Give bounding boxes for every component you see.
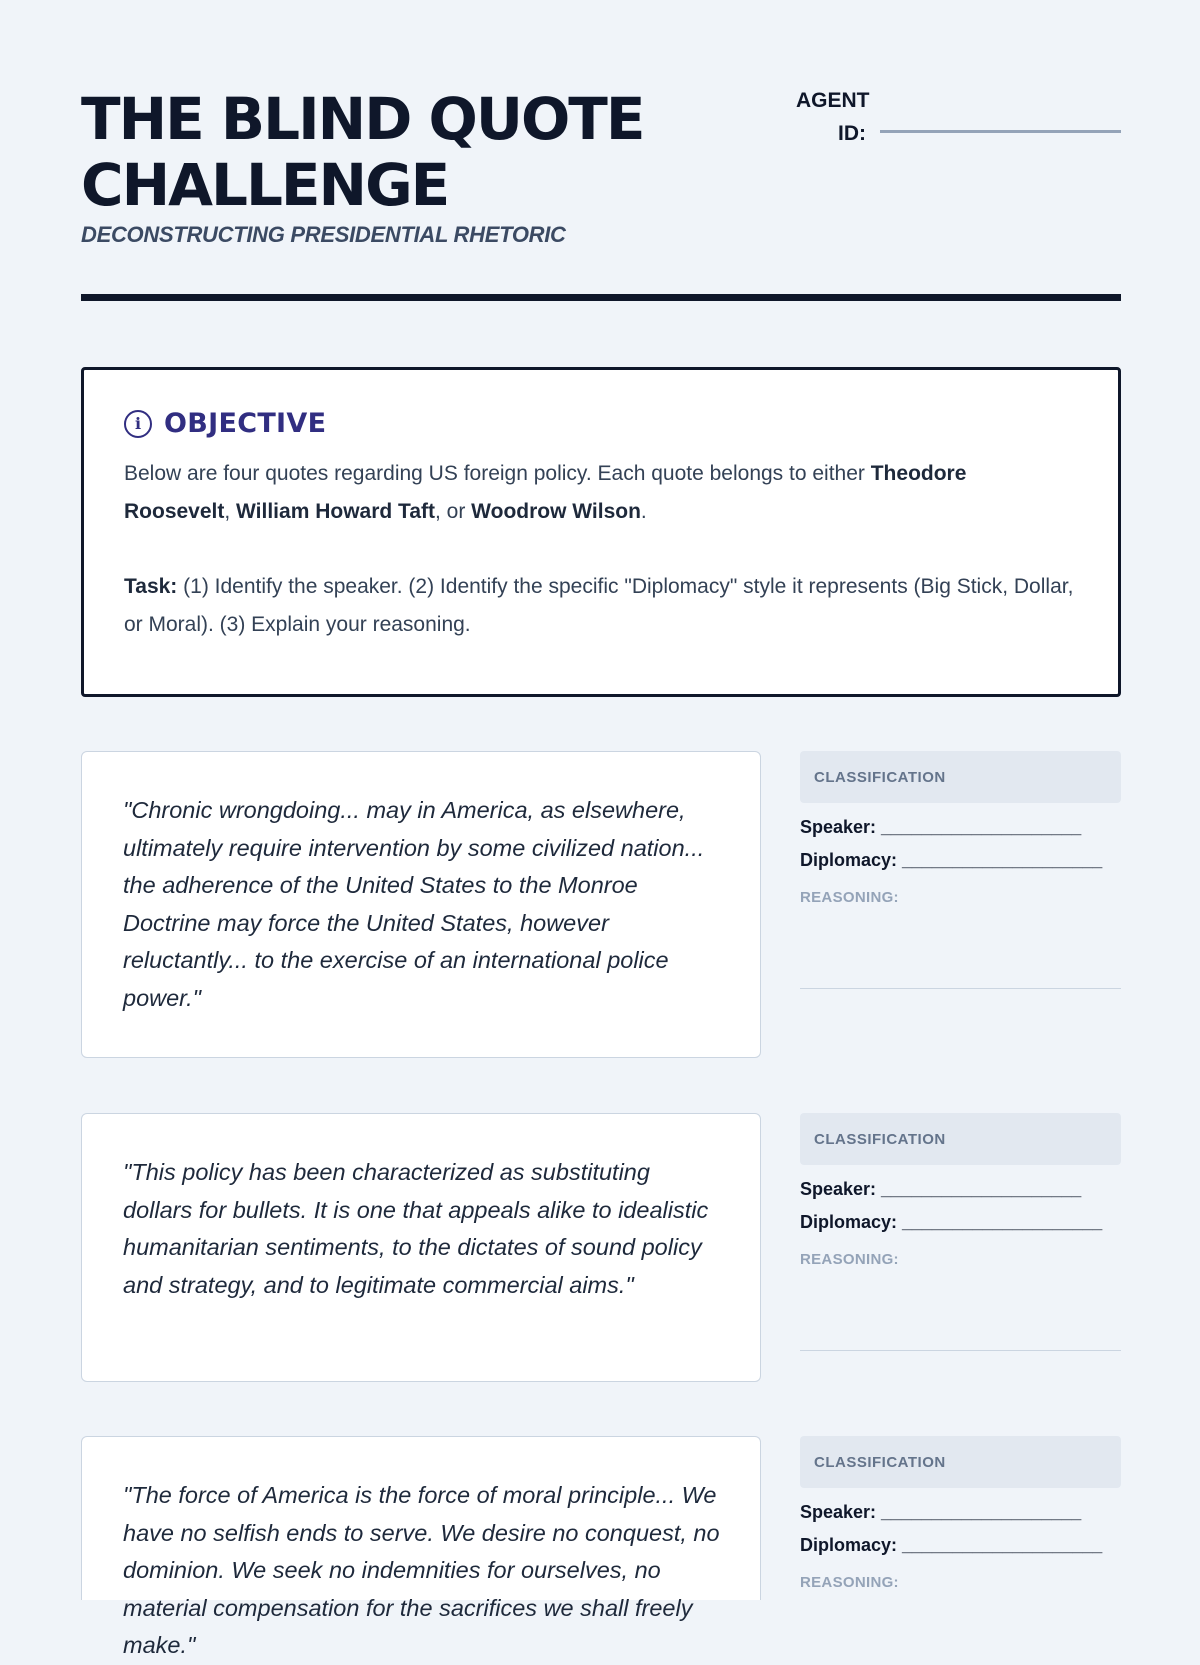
agent-id-field[interactable] [796,80,1121,150]
objective-heading [124,408,1078,439]
quote-card [81,751,761,1058]
page-subtitle: DECONSTRUCTING PRESIDENTIAL RHETORIC [81,222,566,247]
header [81,80,1121,300]
diplomacy-field[interactable]: Diplomacy: ____________________ [800,1212,1103,1232]
quote-card [81,1113,761,1382]
speaker-field[interactable]: Speaker: ____________________ [800,817,1082,837]
speaker-field[interactable]: Speaker: ____________________ [800,1502,1082,1522]
reasoning-label: REASONING: [800,889,899,906]
reasoning-label: REASONING: [800,1251,899,1268]
objective-box [81,367,1121,697]
reasoning-line[interactable] [800,1350,1121,1351]
info-icon: i [124,410,152,438]
president-wilson: Woodrow Wilson [471,500,641,523]
separator-2: , or [434,500,472,523]
agent-id-blank-line[interactable] [880,130,1121,133]
header-divider [81,294,1121,301]
president-taft: William Howard Taft [236,500,435,523]
diplomacy-field[interactable]: Diplomacy: ____________________ [800,850,1103,870]
quote-text: "Chronic wrongdoing... may in America, as elsewhere, ultimately require intervention by some civilized nation... the adherence of the United States to the Monroe Doctrine may force the United States, however reluctantly... to the exercise of an international police power." [123,797,705,1011]
intro-text: Below are four quotes regarding US foreign policy. Each quote belongs to either [124,462,871,485]
classification-panel [800,1113,1121,1351]
diplomacy-field[interactable]: Diplomacy: ____________________ [800,1535,1103,1555]
task-label: Task: [124,575,178,598]
classification-panel [800,751,1121,989]
objective-intro [124,455,1078,531]
classification-panel [800,1436,1121,1600]
reasoning-label: REASONING: [800,1574,899,1591]
speaker-field[interactable]: Speaker: ____________________ [800,1179,1082,1199]
quote-text: "The force of America is the force of moral principle... We have no selfish ends to serve. We desire no conquest, no dominion. We seek no indemnities for ourselves, no material compensation for the sacrifices we shall freely make." [123,1482,720,1658]
classification-header: CLASSIFICATION [800,1436,1121,1488]
quote-card [81,1436,761,1658]
intro-end: . [640,500,647,523]
president-roosevelt: Theodore Roosevelt [124,462,967,523]
objective-task [124,568,1078,644]
classification-header: CLASSIFICATION [800,751,1121,803]
page-title: THE BLIND QUOTE CHALLENGE [81,85,644,219]
reasoning-line[interactable] [800,988,1121,989]
separator-1: , [224,500,237,523]
classification-header: CLASSIFICATION [800,1113,1121,1165]
objective-title: OBJECTIVE [164,408,327,439]
task-text: (1) Identify the speaker. (2) Identify the specific "Diplomacy" style it represents (Big Stick, Dollar, or Moral). (3) Explain your reasoning. [124,575,1074,636]
agent-id-label: AGENT ID: [796,89,870,145]
quote-text: "This policy has been characterized as substituting dollars for bullets. It is one that appeals alike to idealistic humanitarian sentiments, to the dictates of sound policy and strategy, and to legitimate commercial aims." [123,1159,709,1298]
